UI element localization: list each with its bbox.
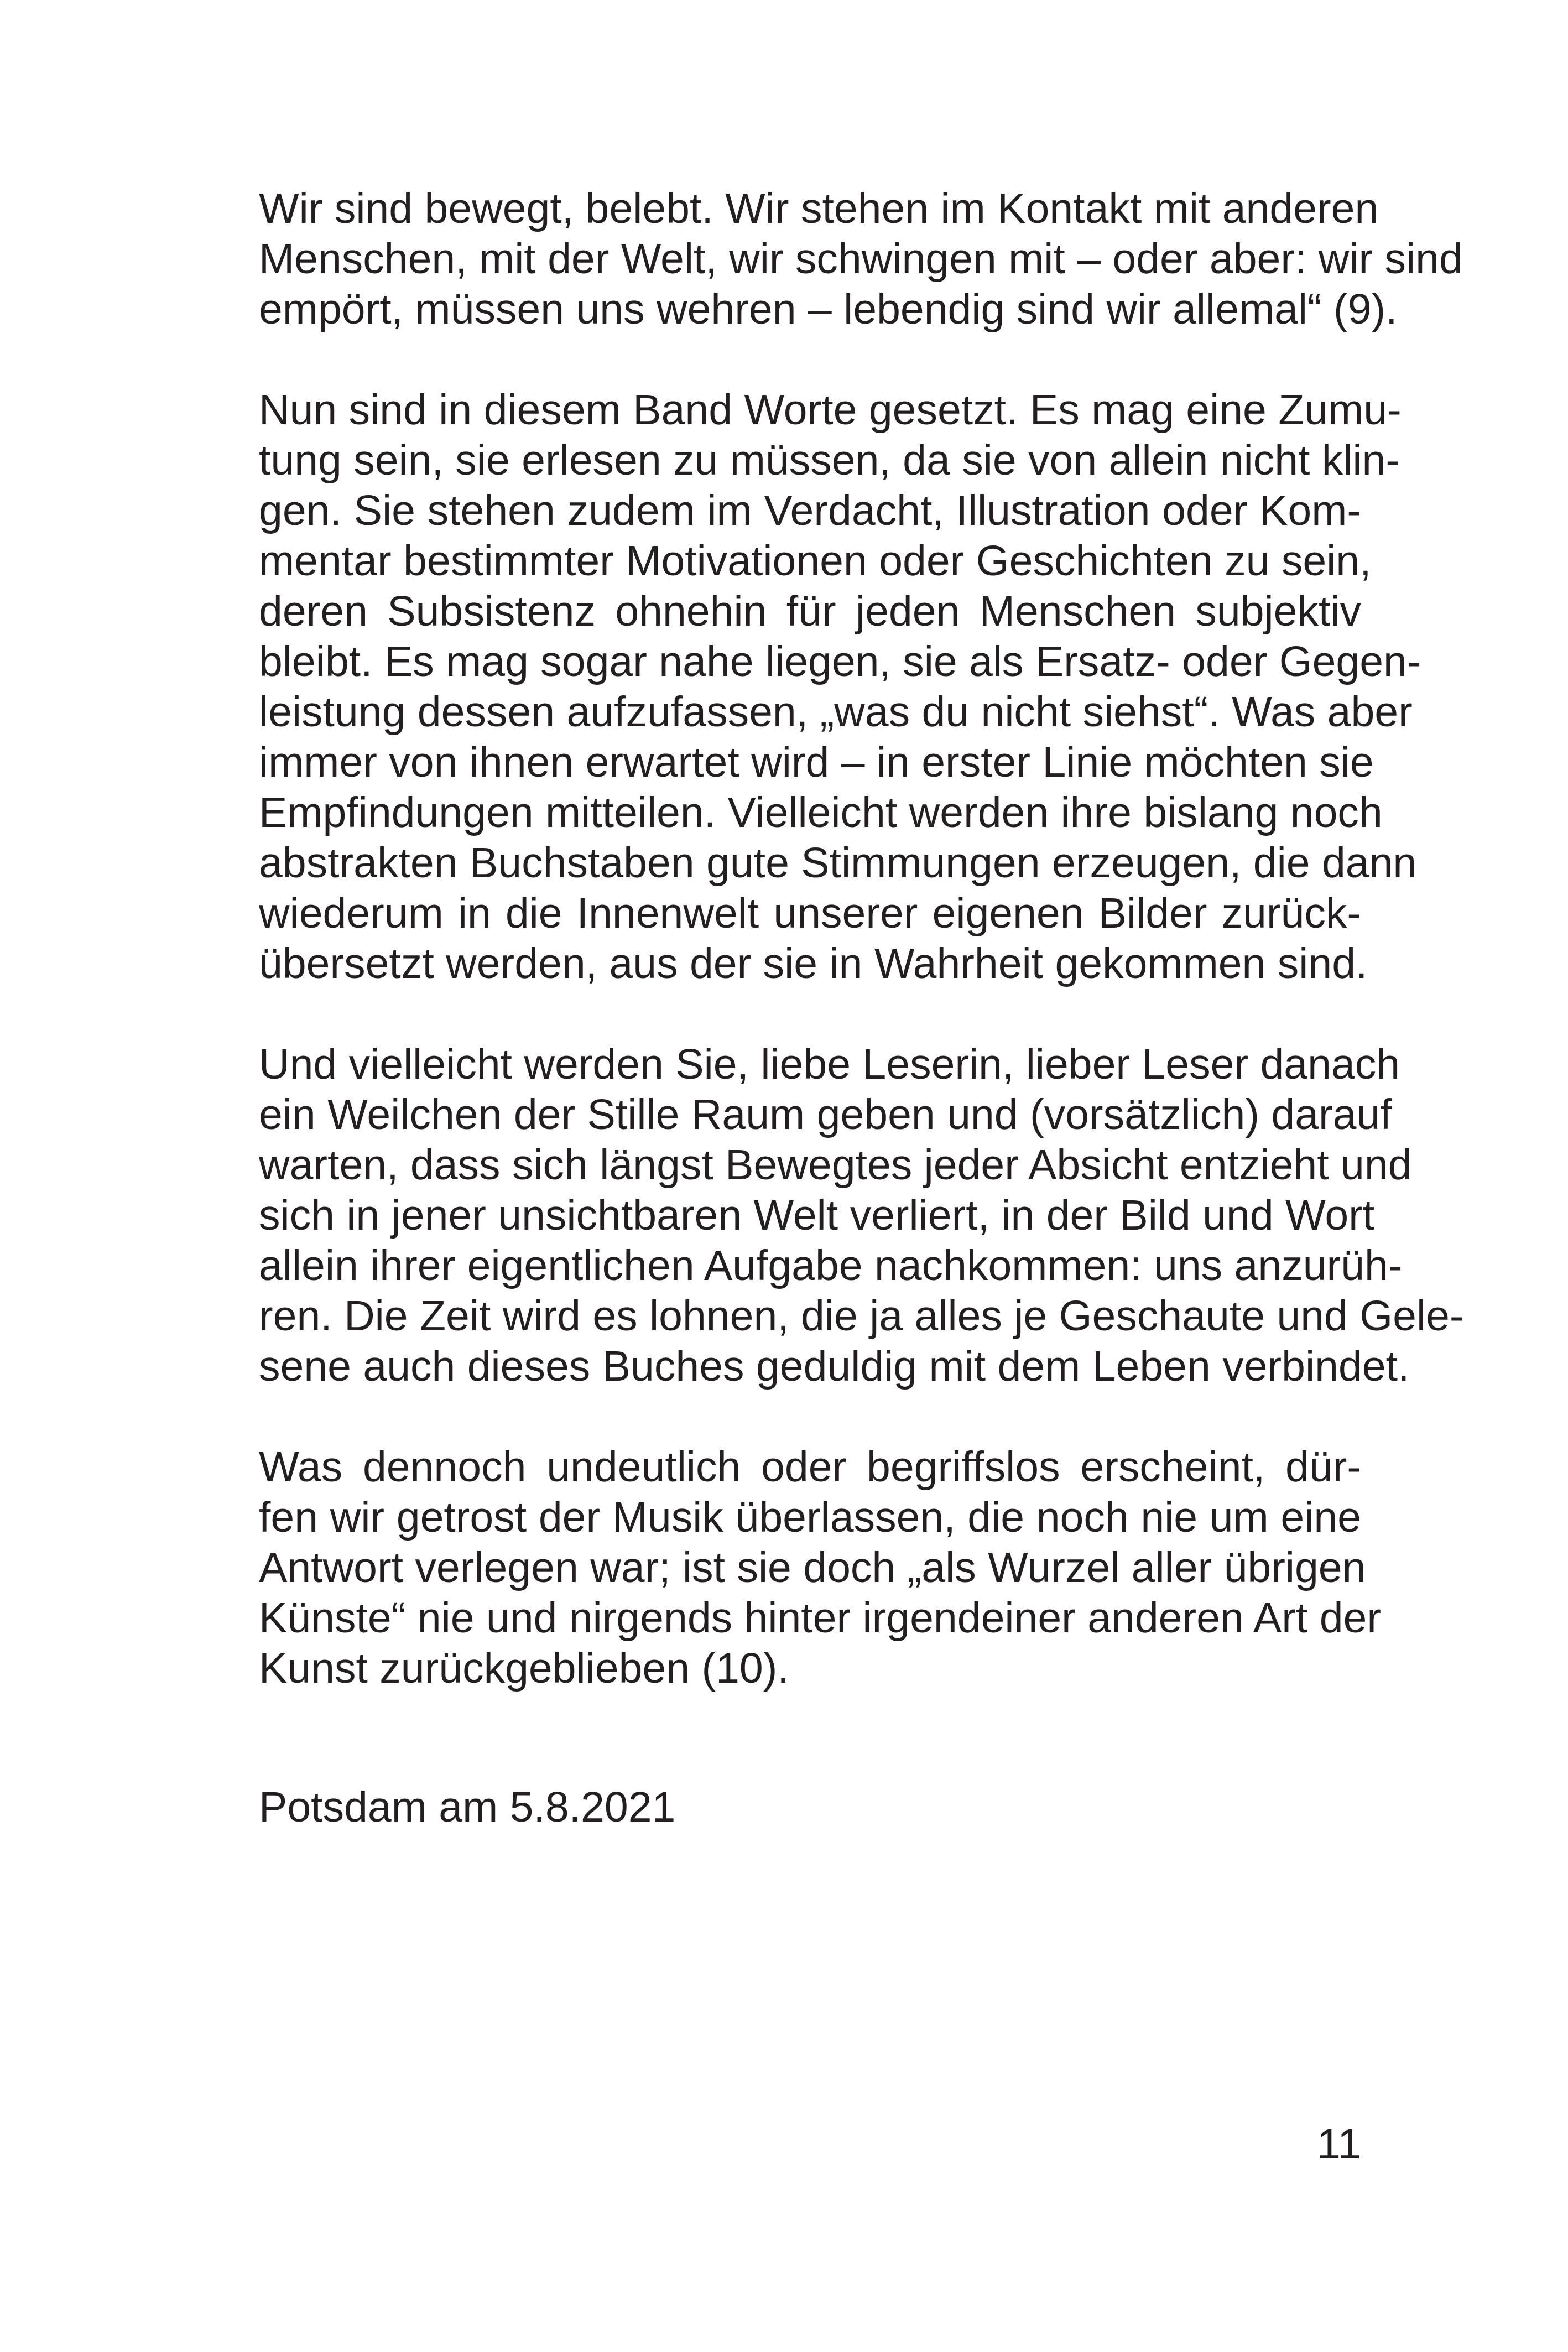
text-line: warten, dass sich längst Bewegtes jeder Absicht entzieht und (259, 1141, 1412, 1189)
body-text (259, 184, 1464, 1694)
text-line: ein Weilchen der Stille Raum geben und (vorsätzlich) darauf (259, 1091, 1392, 1138)
text-line: Nun sind in diesem Band Worte gesetzt. Es mag eine Zumu- (259, 386, 1402, 434)
text-line: gen. Sie stehen zudem im Verdacht, Illustration oder Kom- (259, 487, 1361, 534)
paragraph (259, 184, 1463, 335)
text-line: empört, müssen uns wehren – lebendig sind wir allemal“ (9). (259, 285, 1398, 333)
text-line: Künste“ nie und nirgends hinter irgendeiner anderen Art der (259, 1594, 1381, 1642)
text-line: abstrakten Buchstaben gute Stimmungen erzeugen, die dann (259, 839, 1417, 887)
text-line: mentar bestimmter Motivationen oder Geschichten zu sein, (259, 537, 1372, 585)
text-line: wiederum in die Innenwelt unserer eigenen Bilder zurück- (259, 889, 1361, 937)
text-line: allein ihrer eigentlichen Aufgabe nachkommen: uns anzurüh- (259, 1242, 1403, 1289)
text-line: sene auch dieses Buches geduldig mit dem Leben verbindet. (259, 1342, 1410, 1390)
text-line: bleibt. Es mag sogar nahe liegen, sie als Ersatz- oder Gegen- (259, 638, 1421, 685)
text-line: ren. Die Zeit wird es lohnen, die ja alles je Geschaute und Gele- (259, 1292, 1464, 1340)
text-line: deren Subsistenz ohnehin für jeden Menschen subjektiv (259, 587, 1361, 635)
text-line: immer von ihnen erwartet wird – in erster Linie möchten sie (259, 738, 1374, 786)
text-line: tung sein, sie erlesen zu müssen, da sie von allein nicht klin- (259, 436, 1400, 484)
text-line: Empfindungen mitteilen. Vielleicht werden ihre bislang noch (259, 789, 1383, 836)
text-line: Wir sind bewegt, belebt. Wir stehen im Kontakt mit anderen (259, 185, 1379, 232)
text-line: Und vielleicht werden Sie, liebe Leserin, lieber Leser danach (259, 1040, 1400, 1088)
text-line: fen wir getrost der Musik überlassen, die noch nie um eine (259, 1494, 1361, 1541)
text-line: Was dennoch undeutlich oder begriffslos erscheint, dür- (259, 1443, 1361, 1491)
paragraph (259, 1442, 1381, 1694)
place-and-date: Potsdam am 5.8.2021 (259, 1783, 676, 1831)
text-line: übersetzt werden, aus der sie in Wahrheit gekommen sind. (259, 940, 1368, 987)
text-line: leistung dessen aufzufassen, „was du nicht siehst“. Was aber (259, 688, 1413, 736)
paragraph (259, 1039, 1464, 1392)
text-line: Menschen, mit der Welt, wir schwingen mit – oder aber: wir sind (259, 235, 1463, 283)
paragraph-gap (259, 989, 1361, 1039)
text-line: Kunst zurückgeblieben (10). (259, 1645, 789, 1692)
text-line: sich in jener unsichtbaren Welt verliert, in der Bild und Wort (259, 1191, 1375, 1239)
page-number: 11 (1317, 2120, 1361, 2168)
paragraph-gap (259, 335, 1361, 385)
text-line: Antwort verlegen war; ist sie doch „als Wurzel aller übrigen (259, 1544, 1366, 1591)
paragraph (259, 385, 1421, 989)
paragraph-gap (259, 1392, 1361, 1442)
